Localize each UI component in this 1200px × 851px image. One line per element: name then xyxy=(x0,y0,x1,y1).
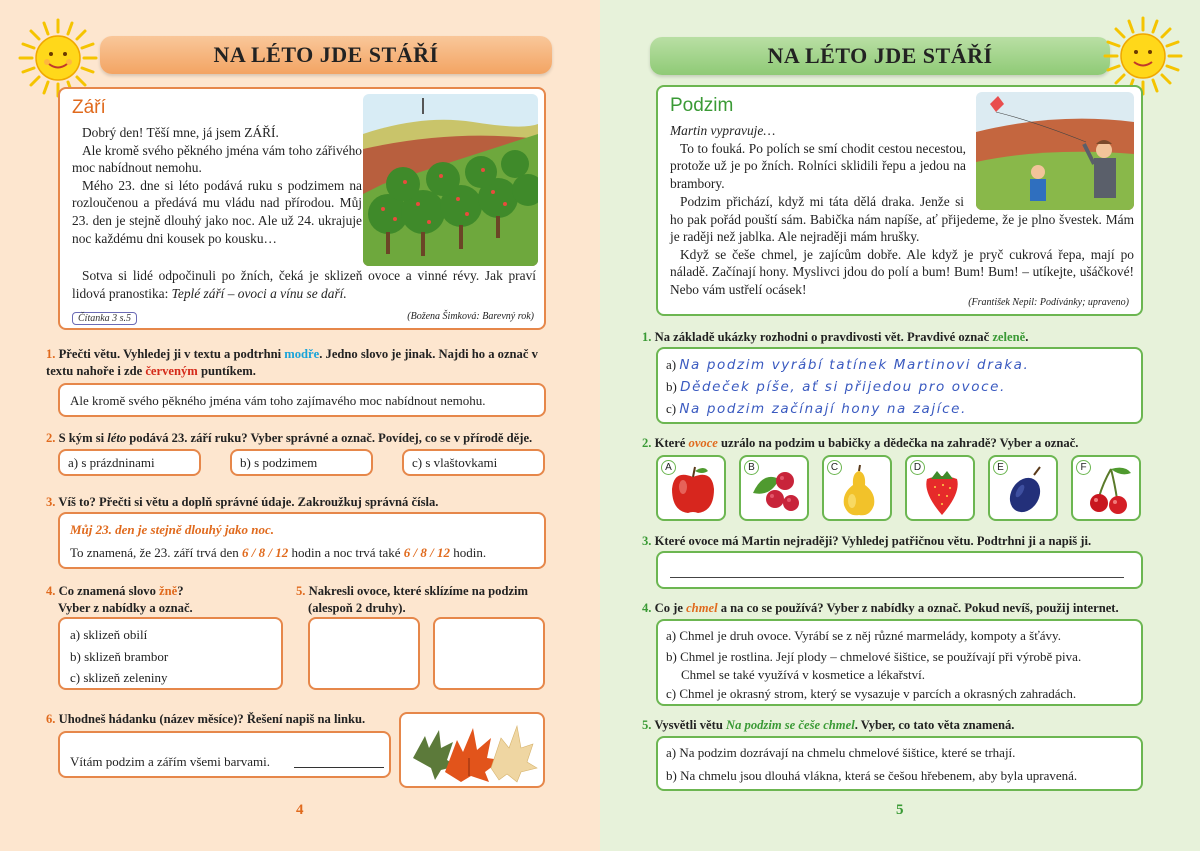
proverb: Teplé září – ovoci a vínu se daří. xyxy=(171,285,347,301)
task-4-option-b-line2: Chmel se také využívá v kosmetice a lékařství. xyxy=(681,667,926,682)
task-3-answer-box xyxy=(656,551,1143,589)
number-choice-night[interactable]: 6 / 8 / 12 xyxy=(403,545,450,560)
task-number: 1. xyxy=(46,347,56,361)
page-title: NA LÉTO JDE STÁŘÍ xyxy=(100,36,552,74)
option-label: b) s podzimem xyxy=(240,455,318,470)
task-5-option-b[interactable]: b) Na chmelu jsou dlouhá vlákna, která se češou hřebenem, aby byla upravená. xyxy=(666,768,1078,783)
sun-icon xyxy=(18,18,98,98)
cherry-icon xyxy=(1081,463,1135,517)
task-4-options-box xyxy=(58,617,283,690)
story-credit: (František Nepil: Podívánky; upraveno) xyxy=(968,297,1129,308)
task-3-quote: Můj 23. den je stejně dlouhý jako noc. xyxy=(70,522,275,537)
orchard-illustration xyxy=(363,94,538,266)
task-2: 2. Které ovoce uzrálo na podzim u babičky a dědečka na zahradě? Vyber a označ. xyxy=(642,436,1079,450)
fruit-option-strawberry[interactable] xyxy=(905,455,975,521)
fruit-option-cherry[interactable] xyxy=(1071,455,1141,521)
story-paragraph: Když se češe chmel, je zajícům dobře. Ale když je pryč cukrová řepa, mají po náladě. Začínají hony. Myslivci jdou do polí a bum! Bum! Bum! – utíkejte, ušáčkové! Nebo vám ustřelí ocásek! xyxy=(670,246,1134,297)
fruit-letter: E xyxy=(993,460,1008,475)
number-choice-day[interactable]: 6 / 8 / 12 xyxy=(241,545,289,560)
story-paragraph: Ale kromě svého pěkného jména vám toho zářivého moc nabídnout nemohu. xyxy=(72,142,362,176)
task-1-option-c[interactable]: c) Na podzim začínají hony na zajíce. xyxy=(666,401,967,417)
task-4-options-box xyxy=(656,619,1143,706)
right-page xyxy=(600,0,1200,851)
answer-line[interactable] xyxy=(670,577,1124,578)
story-text-top xyxy=(670,122,966,192)
plum-icon xyxy=(998,463,1052,517)
word-zne: žně xyxy=(159,584,178,598)
task-1-sentence-box[interactable] xyxy=(58,383,546,417)
task-4-option-c[interactable]: c) sklizeň zeleniny xyxy=(70,670,168,685)
task-5-options-box xyxy=(656,736,1143,791)
citanka-reference: Čítanka 3 s.5 xyxy=(72,312,137,325)
story-text-bottom xyxy=(72,267,536,302)
fruit-letter: D xyxy=(910,460,925,475)
pear-icon xyxy=(832,463,886,517)
task-1-option-a[interactable]: a) Na podzim vyrábí tatínek Martinovi draka. xyxy=(666,357,1030,373)
task-1: 1. Na základě ukázky rozhodni o pravdivosti vět. Pravdivé označ zeleně. xyxy=(642,330,1029,344)
drawing-area-1[interactable] xyxy=(308,617,420,690)
task-2-option-b[interactable] xyxy=(230,449,373,476)
story-paragraph: Podzim přichází, když mi táta dělá draka. Jenže si ho pak pořád pouští sám. Babička nám napíše, ať přijedeme, že je plno švestek. Mám je raději než jablka. Ale nejraději mám hrušky. xyxy=(670,194,1134,245)
story-box-zari xyxy=(58,87,546,330)
word-leto: léto xyxy=(107,431,127,445)
task-3-fill-sentence: To znamená, že 23. září trvá den 6 / 8 / 12 hodin a noc trvá také 6 / 8 / 12 hodin. xyxy=(70,545,487,560)
riddle-text: Vítám podzim a zářím všemi barvami. xyxy=(70,754,270,769)
page-title: NA LÉTO JDE STÁŘÍ xyxy=(650,37,1110,75)
word-zelene: zeleně xyxy=(992,330,1026,344)
story-credit: (Božena Šimková: Barevný rok) xyxy=(407,311,534,322)
phrase-chmel: Na podzim se češe chmel xyxy=(725,718,855,732)
task-6: 6. Uhodneš hádanku (název měsíce)? Řešení napiš na linku. xyxy=(46,712,366,726)
task-5-option-a[interactable]: a) Na podzim dozrávají na chmelu chmelové šištice, které se trhají. xyxy=(666,745,1016,760)
word-chmel: chmel xyxy=(686,601,718,615)
raspberry-icon xyxy=(749,463,803,517)
fruit-letter: B xyxy=(744,460,759,475)
task-2-option-a[interactable] xyxy=(58,449,201,476)
task-4: 4. Co je chmel a na co se používá? Vyber z nabídky a označ. Pokud nevíš, použij internet. xyxy=(642,601,1119,615)
task-2: 2. S kým si léto podává 23. září ruku? Vyber správné a označ. Povídej, co se v přírodě děje. xyxy=(46,431,533,445)
word-cervenym: červeným xyxy=(145,364,198,378)
fruit-option-raspberry[interactable] xyxy=(739,455,809,521)
task-4-option-a[interactable]: a) sklizeň obilí xyxy=(70,627,148,642)
answer-line[interactable] xyxy=(294,767,384,768)
fruit-option-plum[interactable] xyxy=(988,455,1058,521)
story-heading: Září xyxy=(72,97,106,118)
task-4-option-a[interactable]: a) Chmel je druh ovoce. Vyrábí se z něj různé marmelády, kompoty a šťávy. xyxy=(666,628,1061,643)
fruit-option-apple[interactable] xyxy=(656,455,726,521)
fruit-letter: C xyxy=(827,460,842,475)
drawing-area-2[interactable] xyxy=(433,617,545,690)
apple-icon xyxy=(666,463,720,517)
fruit-letter: F xyxy=(1076,460,1091,475)
task-4: 4. Co znamená slovo žně? Vyber z nabídky a označ. xyxy=(46,584,193,615)
task-1-option-b[interactable]: b) Dědeček píše, ať si přijedou pro ovoce. xyxy=(666,379,1006,395)
fruit-option-pear[interactable] xyxy=(822,455,892,521)
task-4-option-b[interactable]: b) sklizeň brambor xyxy=(70,649,169,664)
story-box-podzim xyxy=(656,85,1143,316)
word-ovoce: ovoce xyxy=(688,436,718,450)
story-paragraph: Mého 23. dne si léto podává ruku s podzimem na rozloučenou a předává mu vládu nad přírodou. Můj 23. den je stejně dlouhý jako noc. Ale už 24. ukrajuje noc každému dni kousek po kousku… xyxy=(72,177,362,246)
page-number: 5 xyxy=(896,802,904,818)
story-text-top xyxy=(72,124,362,247)
task-4-option-b[interactable]: b) Chmel je rostlina. Její plody – chmelové šištice, se používají při výrobě piva. xyxy=(666,649,1082,664)
task-5: 5. Vysvětli větu Na podzim se češe chmel. Vyber, co tato věta znamená. xyxy=(642,718,1015,732)
story-heading: Podzim xyxy=(670,95,734,116)
leaves-picture-box xyxy=(399,712,545,788)
task-3-box xyxy=(58,512,546,569)
task-6-riddle-box xyxy=(58,731,391,778)
task-3: 3. Které ovoce má Martin nejraději? Vyhledej patřičnou větu. Podtrhni ji a napiš ji. xyxy=(642,534,1092,548)
task-1-options-box xyxy=(656,347,1143,424)
task-1-sentence: Ale kromě svého pěkného jména vám toho zajímavého moc nabídnout nemohu. xyxy=(70,393,486,408)
story-paragraph: Sotva si lidé odpočinuli po žních, čeká je sklizeň ovoce a vinné révy. Jak praví lidová pranostika: xyxy=(72,268,536,301)
task-5: 5. Nakresli ovoce, které sklízíme na podzim (alespoň 2 druhy). xyxy=(296,584,529,615)
task-2-option-c[interactable] xyxy=(402,449,545,476)
story-paragraph: Dobrý den! Těší mne, já jsem ZÁŘÍ. xyxy=(82,125,279,140)
word-modre: modře xyxy=(284,347,320,361)
story-lead: Martin vypravuje… xyxy=(670,123,776,138)
strawberry-icon xyxy=(915,463,969,517)
task-4-option-c[interactable]: c) Chmel je okrasný strom, který se vysazuje v parcích a okrasných zahradách. xyxy=(666,686,1077,701)
page-number: 4 xyxy=(296,802,304,818)
autumn-leaves-icon xyxy=(405,718,539,784)
story-paragraph: To to fouká. Po polích se smí chodit cestou necestou, protože už je po žních. Rolníci sklidili řepu a jedou na brambory. xyxy=(670,140,966,191)
kite-illustration xyxy=(976,92,1134,210)
sun-icon xyxy=(1103,16,1183,96)
fruit-letter: A xyxy=(661,460,676,475)
option-label: c) s vlaštovkami xyxy=(412,455,498,470)
task-1: 1. Přečti větu. Vyhledej ji v textu a podtrhni modře. Jedno slovo je jinak. Najdi ho a označ v textu nahoře i zde červeným puntíkem. xyxy=(46,347,538,378)
task-3: 3. Víš to? Přečti si větu a doplň správné údaje. Zakroužkuj správná čísla. xyxy=(46,495,439,509)
option-label: a) s prázdninami xyxy=(68,455,155,470)
